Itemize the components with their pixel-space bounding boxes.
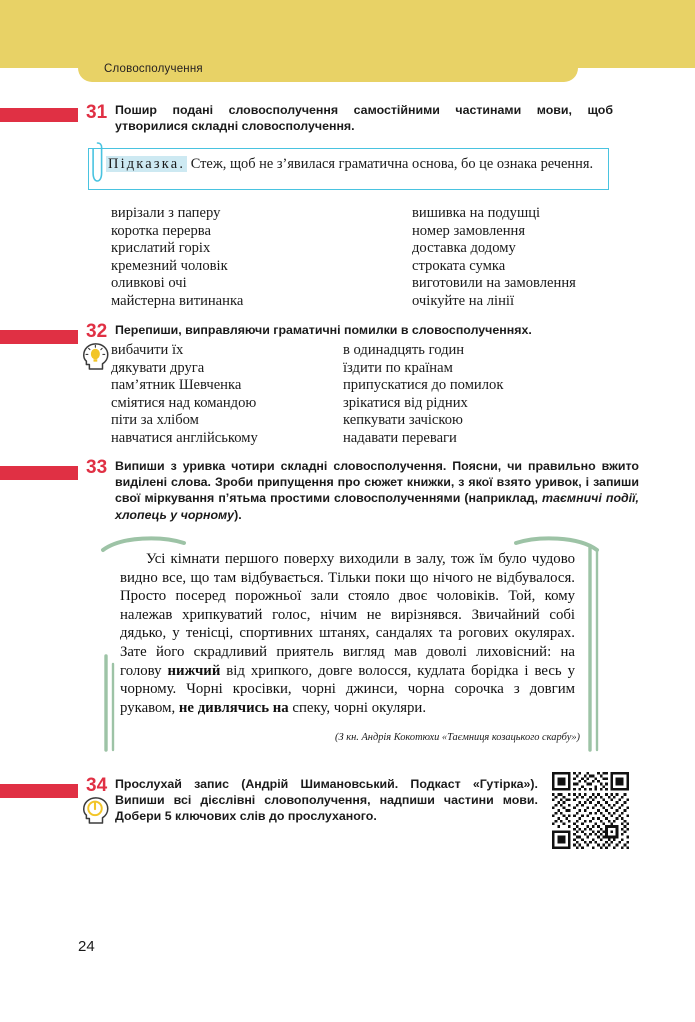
list-item: кепкувати зачіскою bbox=[343, 412, 463, 428]
list-item: вибачити їх bbox=[111, 342, 184, 358]
word-column-31-left bbox=[111, 205, 243, 310]
exercise-marker-32 bbox=[0, 330, 78, 344]
list-item: піти за хлібом bbox=[111, 412, 199, 428]
quote-passage: Усі кімнати першого поверху виходили в залу, тож їм було чудово видно все, що там відбувається. Тільки поки що нічого не відбувалося. Просто посеред порожньої зали стояло двоє чоловіків. Той, кому належав хрипкуватий голос, нічим не вирізнявся. Звичайний собі дядько, у тенісці, спортивних штанях, сандалях та рогових окулярах. Зате його скрадливий приятель вигляд мав доволі лиховісний: на голову нижчий від хрипкого, довге волосся, кудлата борідка і весь у чорному. Чорні кросівки, чорні джинси, чорна сорочка з довгим рукавом, не дивлячись на спеку, чорні окуляри. bbox=[120, 551, 576, 716]
list-item: зрікатися від рідних bbox=[343, 394, 468, 411]
exercise-number-33: 33 bbox=[86, 457, 108, 478]
list-item: їздити по країнам bbox=[343, 359, 453, 376]
list-item: номер замовлення bbox=[412, 222, 526, 239]
list-item: в одинадцять годин bbox=[343, 342, 465, 358]
word-column-32-right bbox=[343, 342, 503, 447]
exercise-task-31: Пошир подані словосполучення самостійними частинами мови, щоб утворилися складні словосполучення. bbox=[115, 103, 613, 134]
list-item: крислатий горіх bbox=[111, 240, 211, 256]
list-item: надавати переваги bbox=[343, 429, 457, 446]
exercise-number-32: 32 bbox=[86, 321, 108, 342]
list-item: вишивка на подушці bbox=[412, 205, 541, 221]
list-item: виготовили на замовлення bbox=[412, 275, 576, 291]
list-item: навчатися англійському bbox=[111, 429, 258, 446]
list-item: очікуйте на лінії bbox=[412, 292, 514, 309]
running-head-title: Словосполучення bbox=[104, 63, 203, 75]
list-item: сміятися над командою bbox=[111, 394, 257, 411]
exercise-number-31: 31 bbox=[86, 102, 108, 123]
exercise-marker-34 bbox=[0, 784, 78, 798]
page-number: 24 bbox=[78, 938, 95, 955]
hint-text-31 bbox=[106, 155, 602, 173]
list-item: коротка перерва bbox=[111, 222, 211, 239]
list-item: кремезний чоловік bbox=[111, 257, 228, 274]
list-item: майстерна витинанка bbox=[111, 292, 244, 309]
quote-block-33 bbox=[100, 536, 600, 754]
list-item: доставка додому bbox=[412, 240, 516, 256]
list-item: припускатися до помилок bbox=[343, 377, 504, 393]
exercise-number-34: 34 bbox=[86, 775, 108, 796]
head-audio-icon bbox=[80, 796, 110, 826]
word-column-31-right bbox=[412, 205, 576, 310]
list-item: оливкові очі bbox=[111, 275, 187, 291]
paperclip-icon bbox=[91, 140, 104, 184]
word-column-32-left bbox=[111, 342, 258, 447]
exercise-task-34: Прослухай запис (Андрій Шимановський. Подкаст «Гутірка»). Випиши всі дієслівні словополучення, надпиши частини мови. Добери 5 ключових слів до прослуханого. bbox=[115, 777, 538, 824]
exercise-task-33: Випиши з уривка чотири складні словосполучення. Поясни, чи правильно вжито виділені слова. Зроби припущення про сюжет книжки, з якої взято уривок, і запиши свої міркування п’ятьма простими словосполученнями (наприклад, таємничі події, хлопець у чорному). bbox=[115, 459, 639, 522]
head-lightbulb-icon bbox=[80, 342, 110, 372]
list-item: дякувати друга bbox=[111, 359, 205, 376]
list-item: пам’ятник Шевченка bbox=[111, 377, 242, 393]
hint-body: Стеж, щоб не з’явилася граматична основа, бо це ознака речення. bbox=[190, 156, 594, 172]
quote-source: (З кн. Андрія Кокотюхи «Таємниця козацького скарбу») bbox=[335, 732, 580, 743]
list-item: вирізали з паперу bbox=[111, 205, 221, 221]
exercise-marker-33 bbox=[0, 466, 78, 480]
hint-label: Підказка. bbox=[108, 156, 186, 172]
exercise-task-32: Перепиши, виправляючи граматичні помилки в словосполученнях. bbox=[115, 323, 532, 337]
qr-code[interactable] bbox=[552, 772, 629, 849]
list-item: строката сумка bbox=[412, 257, 506, 274]
exercise-marker-31 bbox=[0, 108, 78, 122]
